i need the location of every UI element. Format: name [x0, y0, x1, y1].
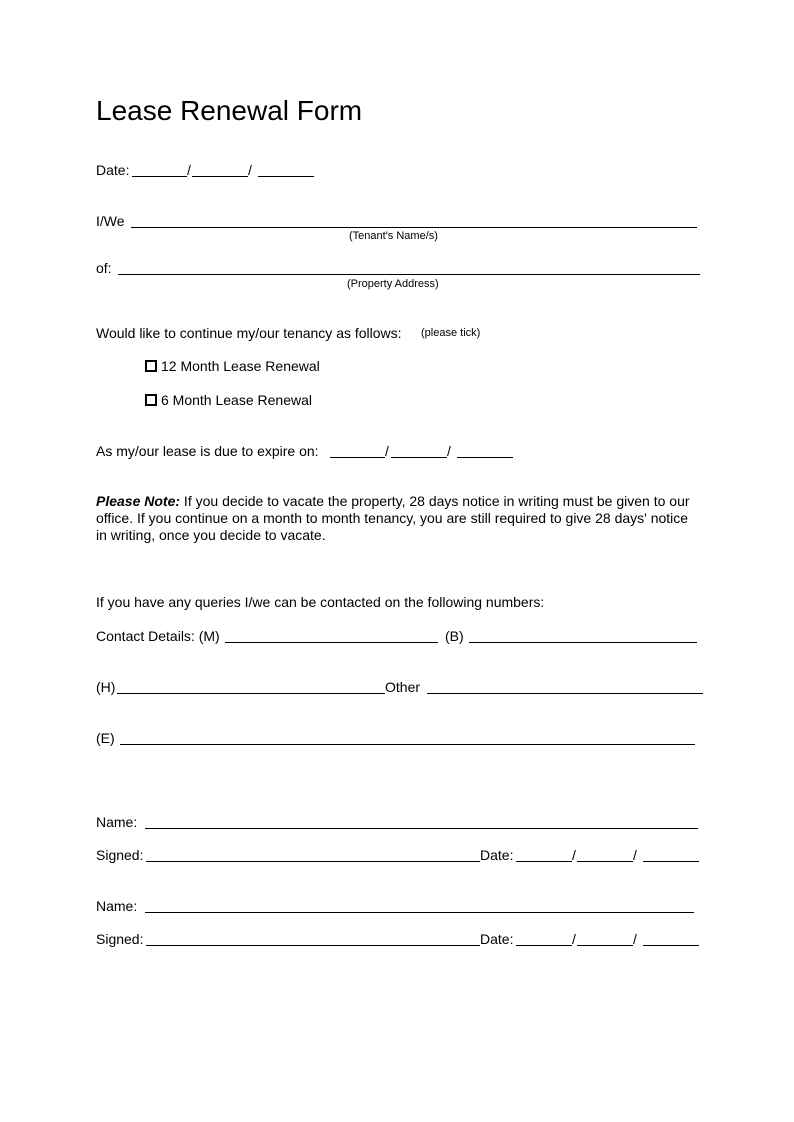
please-note-label: Please Note: — [96, 493, 181, 509]
tenant-name-field[interactable] — [131, 227, 697, 228]
name-field[interactable] — [145, 828, 698, 829]
date-year-field[interactable] — [258, 176, 314, 177]
signature-field[interactable] — [146, 861, 480, 862]
name-field[interactable] — [145, 912, 694, 913]
expiry-day-field[interactable] — [330, 457, 385, 458]
signature-date-year-field[interactable] — [643, 861, 699, 862]
property-label: of: — [96, 260, 112, 276]
home-number-label: (H) — [96, 679, 116, 695]
other-number-label: Other — [385, 679, 421, 695]
expiry-year-field[interactable] — [457, 457, 513, 458]
contact-intro: If you have any queries I/we can be contacted on the following numbers: — [96, 594, 545, 610]
signed-label: Signed: — [96, 931, 144, 947]
date-separator: / — [633, 847, 637, 863]
business-number-field[interactable] — [469, 642, 697, 643]
date-separator: / — [572, 931, 576, 947]
name-label: Name: — [96, 898, 138, 914]
twelve-month-option-label: 12 Month Lease Renewal — [161, 358, 320, 374]
six-month-checkbox[interactable] — [145, 394, 157, 406]
signature-date-month-field[interactable] — [577, 945, 633, 946]
signature-date-day-field[interactable] — [516, 945, 572, 946]
signature-date-label: Date: — [480, 847, 514, 863]
date-separator: / — [633, 931, 637, 947]
six-month-option-label: 6 Month Lease Renewal — [161, 392, 312, 408]
mobile-number-field[interactable] — [225, 642, 438, 643]
signature-date-year-field[interactable] — [643, 945, 699, 946]
signature-date-month-field[interactable] — [577, 861, 633, 862]
date-separator: / — [572, 847, 576, 863]
tenancy-intro: Would like to continue my/our tenancy as follows: — [96, 325, 402, 341]
email-field[interactable] — [120, 744, 695, 745]
tenant-name-caption: (Tenant's Name/s) — [349, 230, 438, 242]
date-month-field[interactable] — [192, 176, 248, 177]
property-address-caption: (Property Address) — [347, 278, 439, 290]
tenant-label: I/We — [96, 213, 125, 229]
signed-label: Signed: — [96, 847, 144, 863]
property-address-field[interactable] — [118, 274, 700, 275]
home-number-field[interactable] — [117, 693, 385, 694]
please-note-text: If you decide to vacate the property, 28 days notice in writing must be given to our office. If you continue on a month to month tenancy, you are still required to give 28 days' notice in writing, once you decide to vacate. — [96, 493, 690, 543]
email-label: (E) — [96, 730, 115, 746]
expiry-separator: / — [447, 443, 451, 459]
date-label: Date: — [96, 162, 130, 178]
page-title: Lease Renewal Form — [96, 95, 363, 126]
date-day-field[interactable] — [132, 176, 187, 177]
other-number-field[interactable] — [427, 693, 703, 694]
please-note-paragraph — [96, 493, 696, 544]
expiry-label: As my/our lease is due to expire on: — [96, 443, 319, 459]
tenancy-hint: (please tick) — [421, 327, 481, 339]
business-number-label: (B) — [445, 628, 464, 644]
date-separator: / — [248, 162, 252, 178]
expiry-separator: / — [385, 443, 389, 459]
signature-date-label: Date: — [480, 931, 514, 947]
signature-field[interactable] — [146, 945, 480, 946]
name-label: Name: — [96, 814, 138, 830]
twelve-month-checkbox[interactable] — [145, 360, 157, 372]
signature-date-day-field[interactable] — [516, 861, 572, 862]
date-separator: / — [187, 162, 191, 178]
expiry-month-field[interactable] — [391, 457, 447, 458]
contact-details-label: Contact Details: (M) — [96, 628, 220, 644]
